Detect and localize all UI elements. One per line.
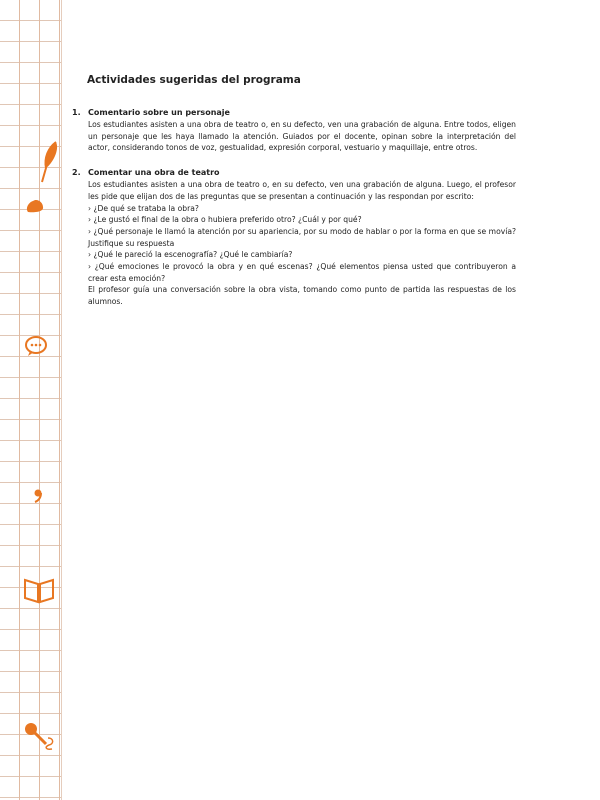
question-item: › ¿Le gustó el final de la obra o hubiera preferido otro? ¿Cuál y por qué? [88, 215, 362, 225]
comma-icon [33, 488, 43, 504]
paragraph: Los estudiantes asisten a una obra de teatro o, en su defecto, ven una grabación de alguna. Entre todos, eligen un personaje que les haya llamado la atención. Guiados por el docente, opinan sobre la interpretación del actor, considerando tonos de voz, gestualidad, expresión corporal, vestuario y maquillaje, entre otros. [88, 120, 516, 153]
section-heading: Comentario sobre un personaje [88, 108, 230, 117]
question-item: › ¿Qué le pareció la escenografía? ¿Qué le cambiaría? [88, 250, 293, 260]
decorative-grid-margin [0, 0, 62, 800]
activity-section-1 [72, 108, 516, 154]
margin-line [61, 0, 62, 800]
speech-bubble-icon [24, 335, 48, 357]
section-number: 1. [72, 108, 81, 117]
paragraph: Los estudiantes asisten a una obra de teatro o, en su defecto, ven una grabación de alguna. Luego, el profesor les pide que elijan dos de las preguntas que se presentan a continuación y las respondan por escrito: [88, 180, 516, 201]
question-item: › ¿Qué personaje le llamó la atención por su apariencia, por su modo de hablar o por la forma en que se movía? Justifique su respuesta [88, 226, 516, 248]
question-item: › ¿De qué se trataba la obra? [88, 203, 199, 213]
microphone-icon [22, 720, 58, 750]
section-number: 2. [72, 168, 81, 178]
document-body [72, 74, 516, 322]
question-item: › ¿Qué emociones le provocó la obra y en qué escenas? ¿Qué elementos piensa usted que contribuyeron a crear esta emoción? [88, 262, 516, 283]
quill-icon [34, 140, 60, 184]
page-title: Actividades sugeridas del programa [87, 74, 301, 86]
paragraph: El profesor guía una conversación sobre la obra vista, tomando como punto de partida las respuestas de los alumnos. [88, 285, 516, 307]
activity-section-2 [72, 168, 516, 308]
section-heading: Comentar una obra de teatro [88, 168, 220, 178]
open-book-icon [22, 576, 56, 604]
ink-blot-icon [25, 198, 45, 214]
